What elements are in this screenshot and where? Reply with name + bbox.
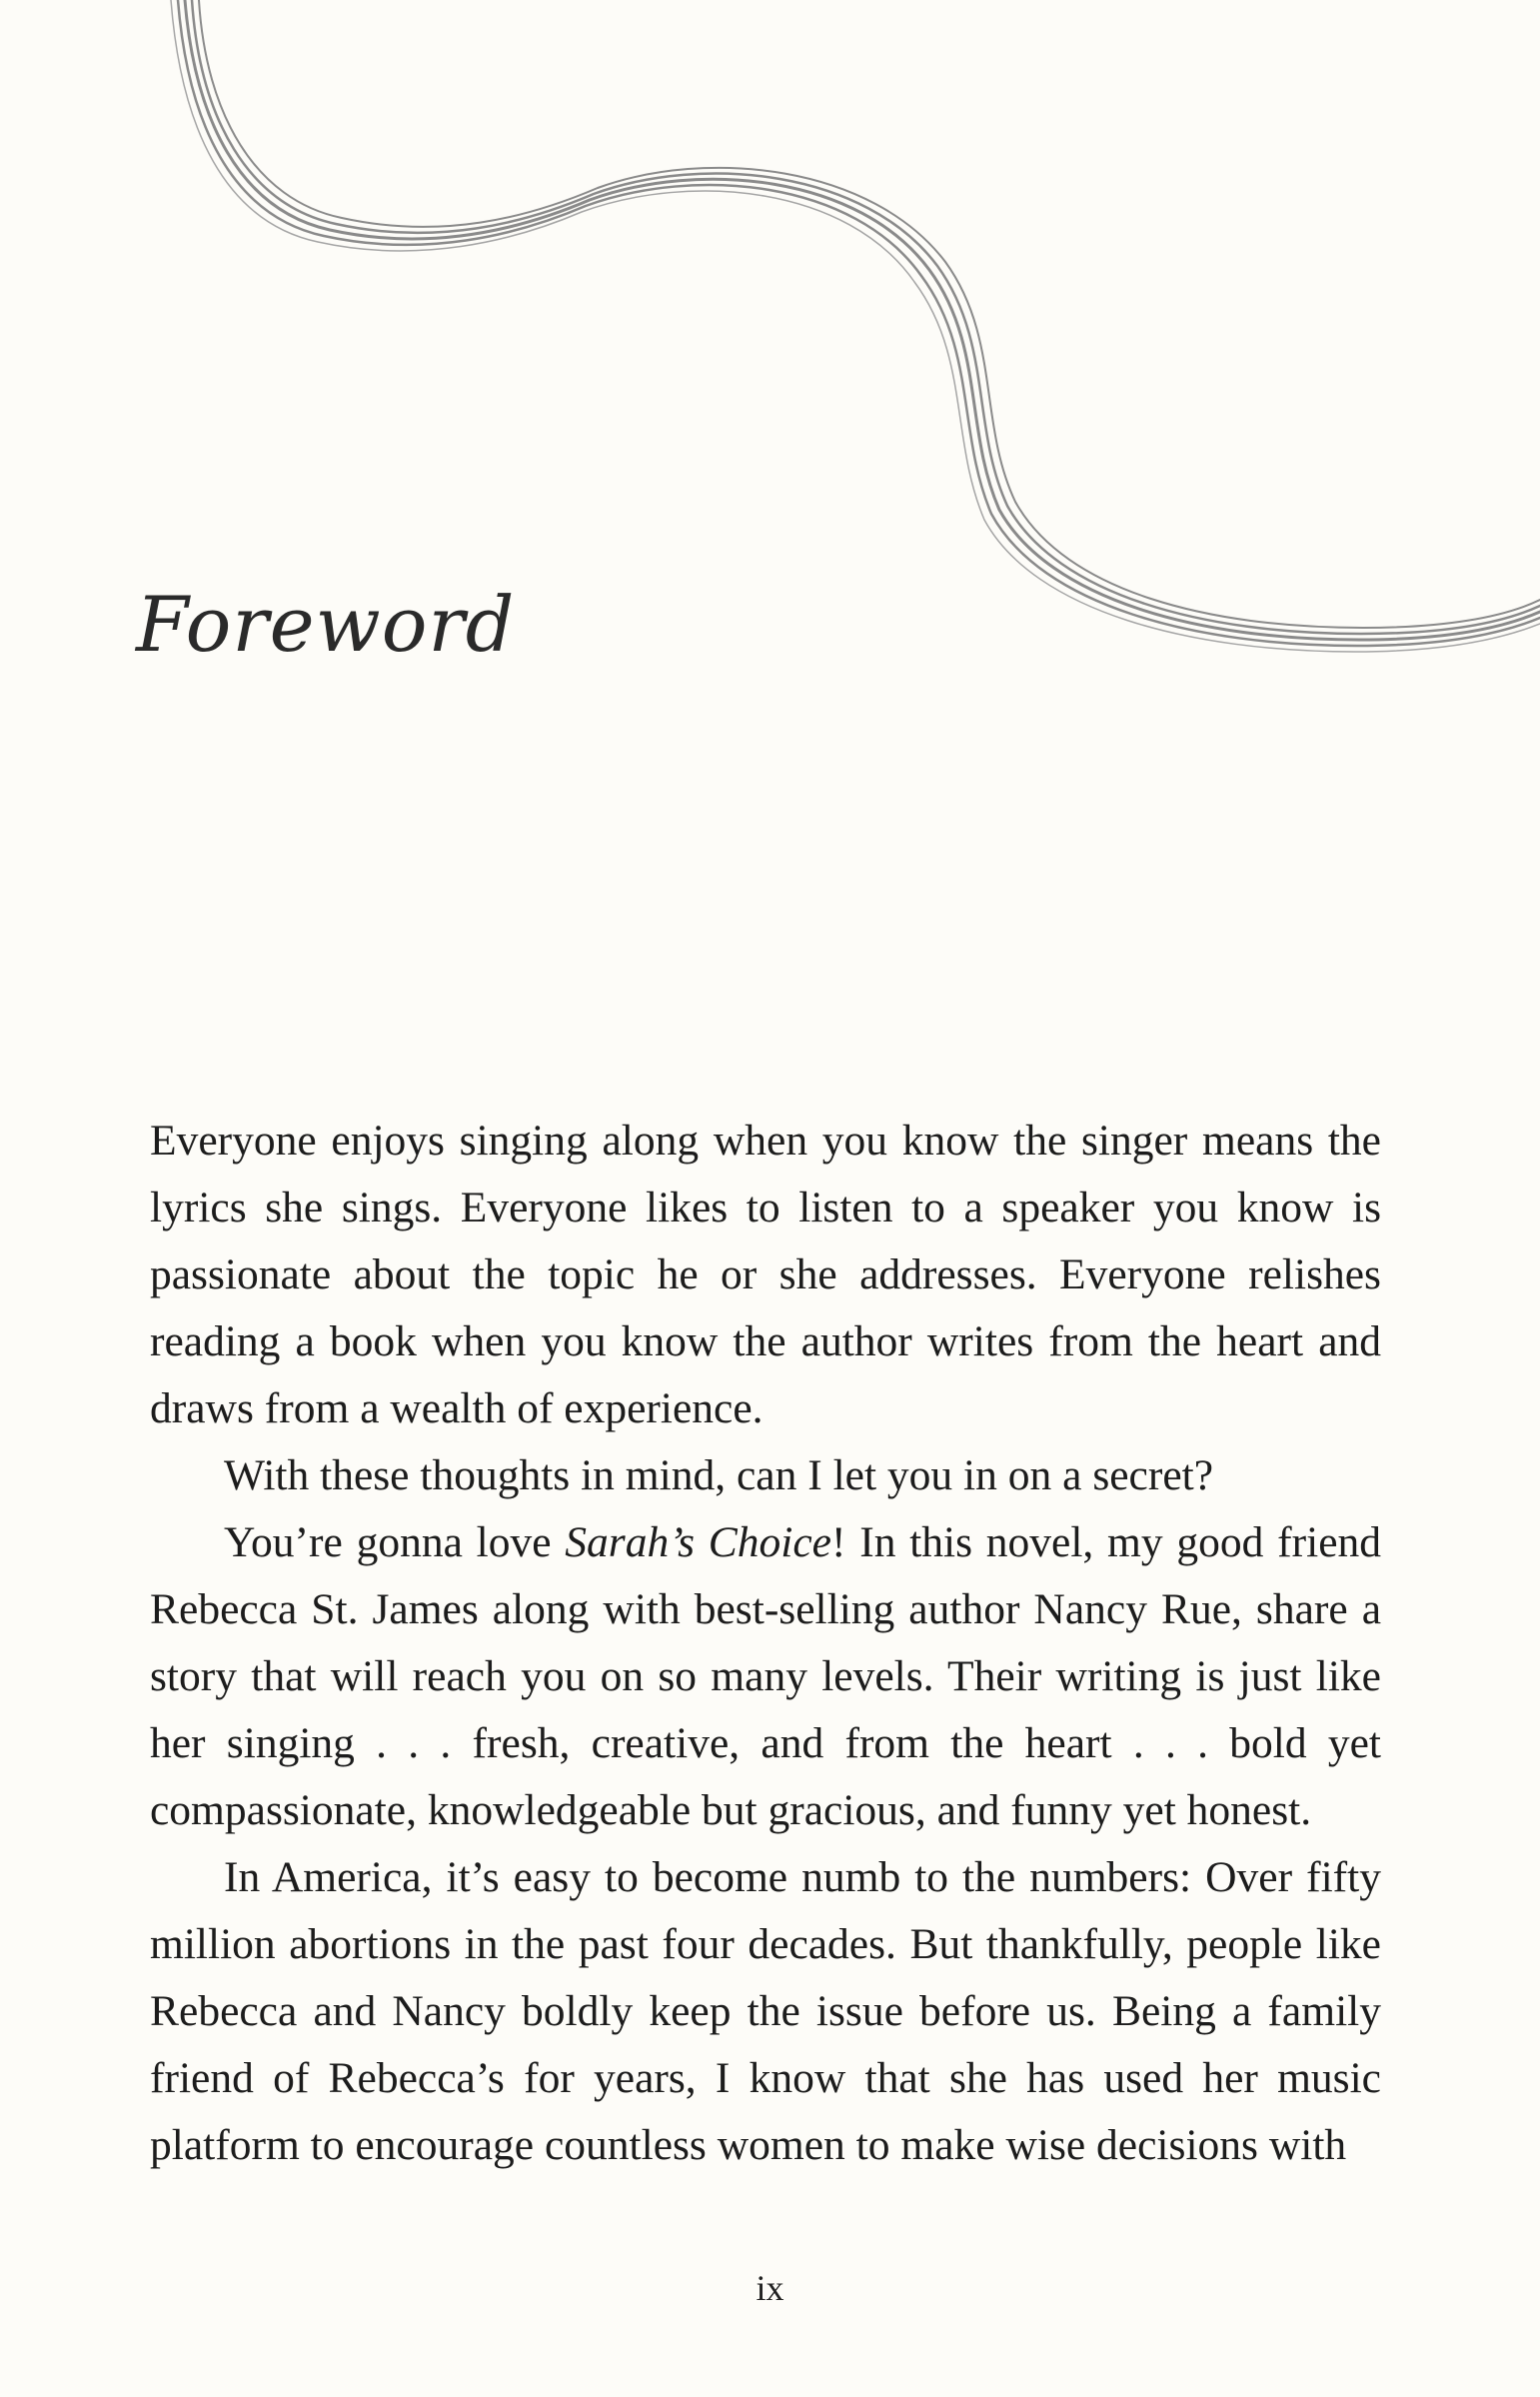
body-text <box>150 1108 1381 2179</box>
ribbon-strand-4 <box>199 0 1540 628</box>
page-number: ix <box>756 2268 784 2308</box>
ribbon-strand-1 <box>185 0 1540 640</box>
ribbon-strand-5 <box>171 0 1540 652</box>
ribbon-strand-2 <box>192 0 1540 634</box>
book-title-emphasis: Sarah’s Choice <box>565 1518 831 1566</box>
paragraph-1: Everyone enjoys singing along when you know the singer means the lyrics she sings. Everyone likes to listen to a speaker you know is passionate about the topic he or she addresses. Everyone relishes reading a book when you know the author writes from the heart and draws from a wealth of experience. <box>150 1117 1381 1432</box>
chapter-title: Foreword <box>136 580 516 669</box>
ribbon-strand-3 <box>178 0 1540 646</box>
paragraph-3: You’re gonna love Sarah’s Choice! In this novel, my good friend Rebecca St. James along with best-selling author Nancy Rue, share a story that will reach you on so many levels. Their writing is just like her singing . . . fresh, creative, and from the heart . . . bold yet compassionate, knowledgeable but gracious, and funny yet honest. <box>150 1518 1381 1834</box>
paragraph-2: With these thoughts in mind, can I let you in on a secret? <box>224 1451 1214 1499</box>
paragraph-4: In America, it’s easy to become numb to the numbers: Over fifty million abortions in the past four decades. But thankfully, people like Rebecca and Nancy boldly keep the issue before us. Being a family friend of Rebecca’s for years, I know that she has used her music platform to encourage countless women to make wise decisions with <box>150 1853 1381 2169</box>
